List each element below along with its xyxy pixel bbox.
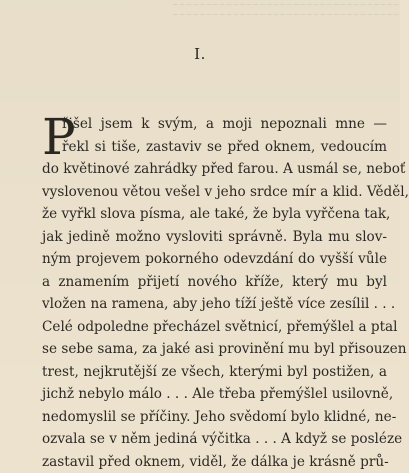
bleed-through-text: ~~~~~~~~~~~~~~~~~~~~~~~~~~~~~~~~~~ ~~~~~~~~~~~~~~~~~~~~~~~~~~~~~~~~~~: [272, 0, 400, 26]
text-line-8: a znamením přijetí nového kříže, který mu byl: [42, 271, 387, 294]
text-line-14: nedomyslil se příčiny. Jeho svědomí bylo klidné, ne-: [42, 406, 387, 429]
text-line-12: trest, nejkrutější ze všech, kterými byl postižen, a: [42, 361, 387, 384]
text-line-15: ozvala se v něm jediná výčitka . . . A když se posléze: [42, 428, 387, 451]
text-line-6: jak jedině možno vysloviti správně. Byla mu slov-: [42, 226, 387, 249]
text-line-16: zastavil před oknem, viděl, že dálka je krásně prů-: [42, 451, 387, 473]
chapter-numeral: I.: [0, 45, 400, 63]
text-line-7: ným projevem pokorného odevzdání do vyšší vůle: [42, 248, 387, 271]
text-line-10: Celé odpoledne přecházel světnicí, přemýšlel a ptal: [42, 316, 387, 339]
drop-cap: P: [42, 112, 76, 162]
body-text: [42, 113, 387, 473]
text-line-3: do květinové zahrádky před farou. A usmál se, neboť: [42, 158, 387, 181]
text-line-2: řekl si tiše, zastaviv se před oknem, vedoucím: [42, 136, 387, 159]
text-line-13: jichž nebylo málo . . . Ale třeba přemýšlel usilovně,: [42, 383, 387, 406]
text-line-1: řišel jsem k svým, a moji nepoznali mne —: [42, 113, 387, 136]
text-line-9: vložen na ramena, aby jeho tíží ještě více zesílil . . .: [42, 293, 387, 316]
text-line-11: se sebe sama, za jaké asi provinění mu byl přisouzen: [42, 338, 387, 361]
text-line-5: že vyřkl slova písma, ale také, že byla vyřčena tak,: [42, 203, 387, 226]
text-line-4: vyslovenou větou vešel v jeho srdce mír a klid. Věděl,: [42, 181, 387, 204]
